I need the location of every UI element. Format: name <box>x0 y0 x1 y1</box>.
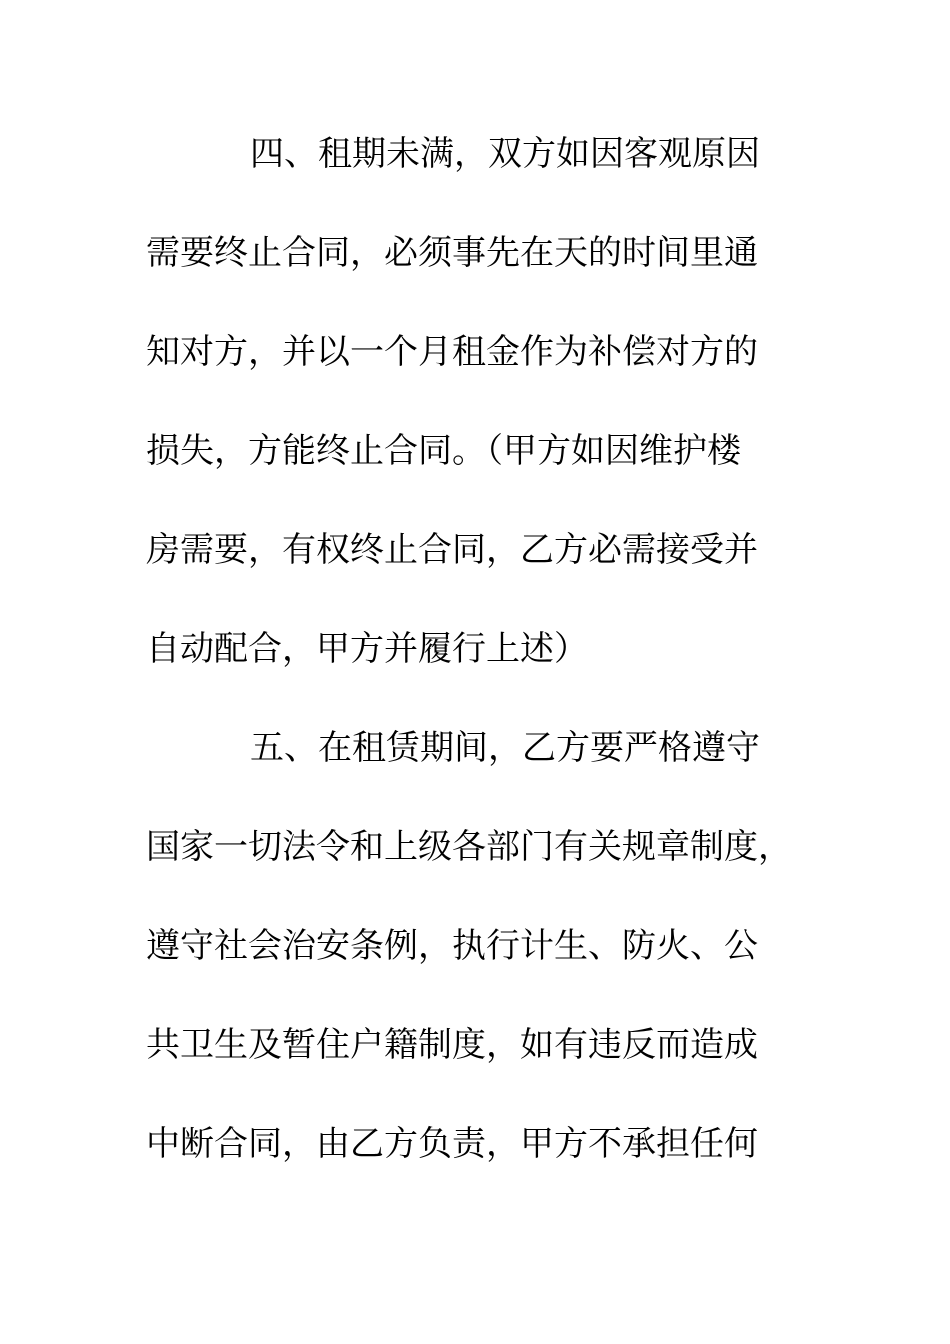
paragraph-4-line-4: 损失，方能终止合同。（甲方如因维护楼 <box>146 431 741 471</box>
paragraph-4-line-3: 知对方，并以一个月租金作为补偿对方的 <box>146 332 758 372</box>
paragraph-5-line-5: 中断合同，由乙方负责，甲方不承担任何 <box>146 1124 758 1164</box>
paragraph-5-line-1: 五、在租赁期间，乙方要严格遵守 <box>250 728 760 768</box>
paragraph-4-line-2: 需要终止合同，必须事先在天的时间里通 <box>146 233 758 273</box>
paragraph-5-line-2: 国家一切法令和上级各部门有关规章制度， <box>146 827 792 867</box>
paragraph-4-line-1: 四、租期未满，双方如因客观原因 <box>250 134 760 174</box>
paragraph-4-line-5: 房需要，有权终止合同，乙方必需接受并 <box>146 530 758 570</box>
paragraph-5-line-3: 遵守社会治安条例，执行计生、防火、公 <box>146 926 758 966</box>
paragraph-4-line-6: 自动配合，甲方并履行上述） <box>146 629 588 669</box>
paragraph-5-line-4: 共卫生及暂住户籍制度，如有违反而造成 <box>146 1025 758 1065</box>
